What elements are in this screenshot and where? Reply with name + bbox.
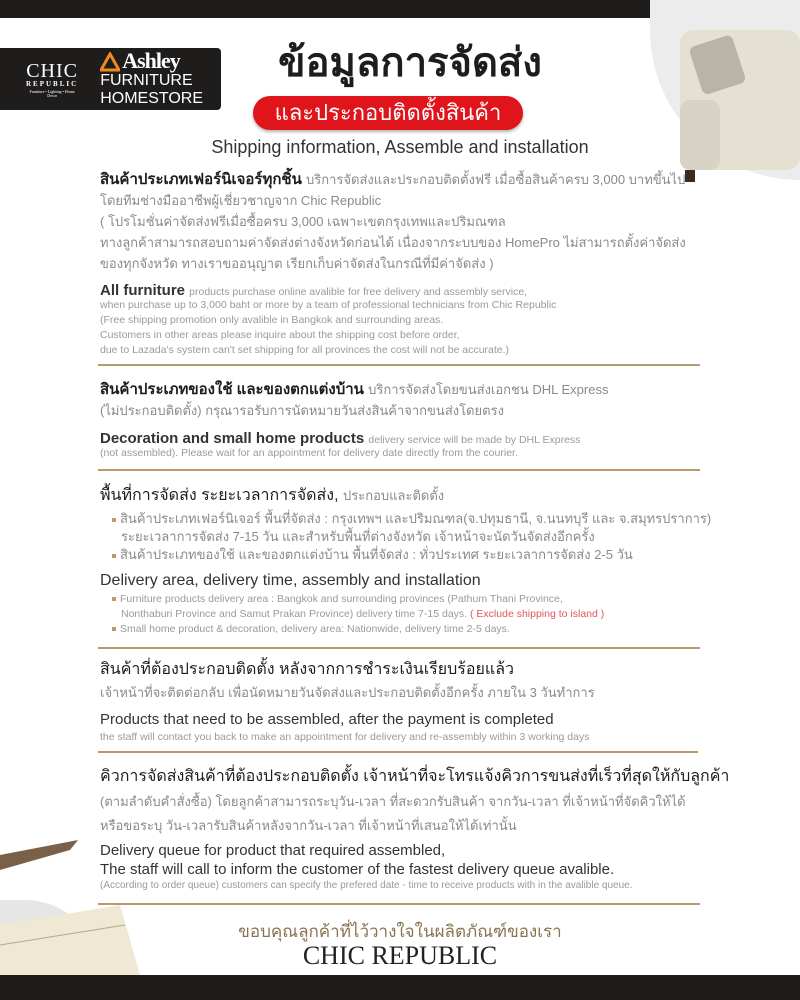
body-text: บริการจัดส่งและประกอบติดตั้งฟรี เมื่อซื้อสินค้าครบ 3,000 บาทขึ้นไป [306,172,686,187]
divider [98,903,700,905]
page-title: ข้อมูลการจัดส่ง [278,41,542,85]
heading-text: สินค้าประเภทเฟอร์นิเจอร์ทุกชิ้น [100,171,302,188]
body-text: due to Lazada's system can't set shipping for all provinces the cost will not be accurate.) [100,344,510,356]
section-heading-en: Delivery queue for product that required assembled, [100,842,446,859]
body-text: ของทุกจังหวัด ทางเราขออนุญาต เรียกเก็บค่าจัดส่งในกรณีที่มีค่าจัดส่ง ) [100,256,494,271]
body-text: ทางลูกค้าสามารถสอบถามค่าจัดส่งต่างจังหวัดก่อนได้ เนื่องจากระบบของ HomePro ไม่สามารถตั้งค่าจัดส่ง [100,235,686,250]
body-text: เจ้าหน้าที่จะติดต่อกลับ เพื่อนัดหมายวันจัดส่งและประกอบติดตั้งอีกครั้ง ภายใน 3 วันทำการ [100,685,595,700]
section-heading [100,382,608,397]
logo-text: FURNITURE HOMESTORE [100,72,204,107]
section-heading: คิวการจัดส่งสินค้าที่ต้องประกอบติดตั้ง เจ้าหน้าที่จะโทรแจ้งคิวการขนส่งที่เร็วที่สุดให้กับลูกค้า [100,768,730,785]
brand-logos [0,48,221,110]
heading-text: Decoration and small home products [100,430,365,447]
chic-republic-logo [26,61,78,98]
section-heading-en [100,283,527,298]
body-text: (not assembled). Please wait for an appointment for delivery date directly from the courier. [100,447,518,459]
body-text: หรือขอระบุ วัน-เวลารับสินค้าหลังจากวัน-เวลา ที่เจ้าหน้าที่เสนอให้ได้เท่านั้น [100,818,517,833]
subtitle-badge: และประกอบติดตั้งสินค้า [253,96,523,130]
body-text: ( โปรโมชั่นค่าจัดส่งฟรีเมื่อซื้อครบ 3,000 เฉพาะเขตกรุงเทพและปริมณฑล [100,214,506,229]
bullet-item: Small home product & decoration, delivery area: Nationwide, delivery time 2-5 days. [112,624,510,635]
section-heading [100,172,685,187]
bottom-bar [0,975,800,1000]
bullet-item: สินค้าประเภทเฟอร์นิเจอร์ พื้นที่จัดส่ง : กรุงเทพฯ และปริมณฑล(จ.ปทุมธานี, จ.นนทบุรี และ จ.สมุทรปราการ) [112,512,711,525]
divider [98,469,700,471]
logo-text: Furniture • Lighting • Home Decor [29,88,75,98]
bullet-item-cont: ระยะเวลาการจัดส่ง 7-15 วัน และสำหรับพื้นที่ต่างจังหวัด เจ้าหน้าจะนัดวันจัดส่งอีกครั้ง [121,529,595,544]
section-heading-en: Delivery area, delivery time, assembly and installation [100,572,481,589]
body-text: the staff will contact you back to make an appointment for delivery and re-assembly within 3 working days [100,731,590,743]
divider [98,751,698,753]
body-text: (According to order queue) customers can specify the prefered date - time to receive products with in the avalible queue. [100,880,633,891]
heading-text: สินค้าประเภทของใช้ และของตกแต่งบ้าน [100,381,364,398]
top-bar [0,0,660,18]
section-heading [100,488,444,504]
body-text: (ไม่ประกอบติดตั้ง) กรุณารอรับการนัดหมายวันส่งสินค้าจากขนส่งโดยตรง [100,403,504,418]
body-text: Customers in other areas please inquire about the shipping cost before order, [100,329,460,341]
body-text: (ตามลำดับคำสั่งซื้อ) โดยลูกค้าสามารถระบุวัน-เวลา ที่สะดวกรับสินค้า จากวัน-เวลา ที่เจ้าหน้าที่จัดคิวให้ได้ [100,794,686,809]
bullet-item: สินค้าประเภทของใช้ และของตกแต่งบ้าน พื้นที่จัดส่ง : ทั่วประเทศ ระยะเวลาการจัดส่ง 2-5 วัน [112,548,633,561]
body-text: (Free shipping promotion only avalible in Bangkok and surrounding areas. [100,314,444,326]
body-text: โดยทีมช่างมืออาชีพผู้เชี่ยวชาญจาก Chic Republic [100,193,382,208]
logo-text: Ashley [122,48,180,73]
house-icon [100,52,120,72]
section-heading-en [100,431,580,446]
exclusion-note: ( Exclude shipping to island ) [470,608,605,620]
bullet-item: Furniture products delivery area : Bangkok and surrounding provinces (Pathum Thani Province, [112,594,563,605]
heading-text: All furniture [100,282,185,299]
body-text: delivery service will be made by DHL Express [368,434,581,446]
section-heading-en: The staff will call to inform the customer of the fastest delivery queue avalible. [100,861,615,878]
bullet-item-cont [121,609,604,620]
logo-text: REPUBLIC [26,79,79,88]
divider [98,364,700,366]
thank-you-text: ขอบคุณลูกค้าที่ไว้วางใจในผลิตภัณฑ์ของเรา [238,922,562,941]
logo-text: CHIC [26,59,78,82]
body-text: Nonthaburi Province and Samut Prakan Province) delivery time 7-15 days. [121,608,468,620]
sofa-image [680,10,800,185]
body-text: บริการจัดส่งโดยขนส่งเอกชน DHL Express [368,382,609,397]
section-heading: สินค้าที่ต้องประกอบติดตั้ง หลังจากการชำระเงินเรียบร้อยแล้ว [100,661,514,678]
body-text: products purchase online avalible for free delivery and assembly service, [189,286,528,298]
body-text: ประกอบและติดตั้ง [343,488,445,503]
page-subtitle: Shipping information, Assemble and installation [211,137,589,157]
brand-name: CHIC REPUBLIC [302,941,498,970]
divider [98,647,700,649]
section-heading-en: Products that need to be assembled, after the payment is completed [100,711,554,728]
heading-text: พื้นที่การจัดส่ง ระยะเวลาการจัดส่ง, [100,487,339,504]
body-text: when purchase up to 3,000 baht or more by a team of professional technicians from Chic Republic [100,299,557,311]
